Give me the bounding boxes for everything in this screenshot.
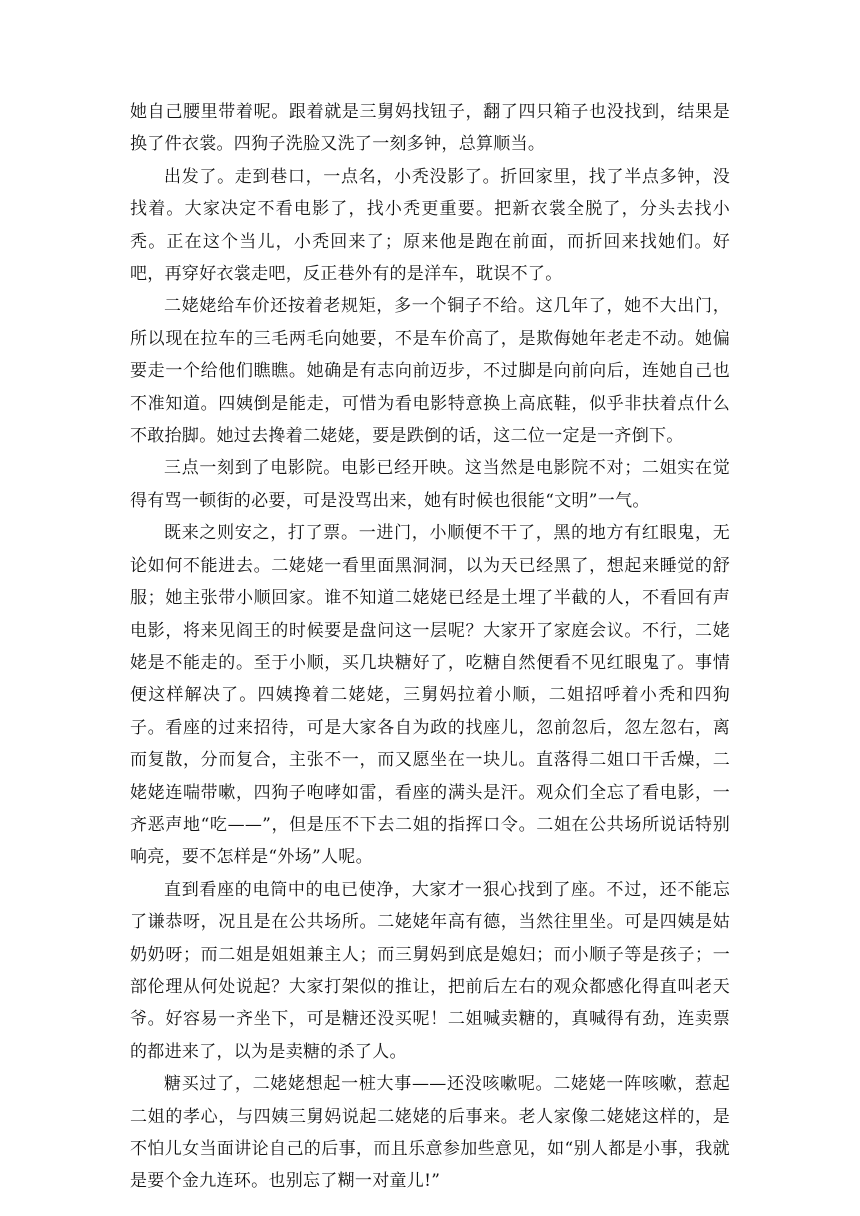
document-body (130, 96, 730, 1198)
paragraph-5: 既来之则安之，打了票。一进门，小顺便不干了，黑的地方有红眼鬼，无论如何不能进去。二姥姥一看里面黑洞洞，以为天已经黑了，想起来睡觉的舒服；她主张带小顺回家。谁不知道二姥姥已经是土埋了半截的人，不看回有声电影，将来见阎王的时候要是盘问这一层呢？大家开了家庭会议。不行，二姥姥是不能走的。至于小顺，买几块糖好了，吃糖自然便看不见红眼鬼了。事情便这样解决了。四姨搀着二姥姥，三舅妈拉着小顺，二姐招呼着小秃和四狗子。看座的过来招待，可是大家各自为政的找座儿，忽前忽后，忽左忽右，离而复散，分而复合，主张不一，而又愿坐在一块儿。直落得二姐口干舌燥，二姥姥连喘带嗽，四狗子咆哮如雷，看座的满头是汗。观众们全忘了看电影，一齐恶声地“吃——”，但是压不下去二姐的指挥口令。二姐在公共场所说话特别响亮，要不怎样是“外场”人呢。 (130, 523, 730, 868)
paragraph-4: 三点一刻到了电影院。电影已经开映。这当然是电影院不对；二姐实在觉得有骂一顿街的必要，可是没骂出来，她有时候也很能“文明”一气。 (130, 458, 730, 511)
paragraph-7: 糖买过了，二姥姥想起一桩大事——还没咳嗽呢。二姥姥一阵咳嗽，惹起二姐的孝心，与四姨三舅妈说起二姥姥的后事来。老人家像二姥姥这样的，是不怕儿女当面讲论自己的后事，而且乐意参加些意见，如“别人都是小事，我就是要个金九连环。也别忘了糊一对童儿!” (130, 1074, 730, 1192)
paragraph-2: 出发了。走到巷口，一点名，小秃没影了。折回家里，找了半点多钟，没找着。大家决定不看电影了，找小秃更重要。把新衣裳全脱了，分头去找小秃。正在这个当儿，小秃回来了；原来他是跑在前面，而折回来找她们。好吧，再穿好衣裳走吧，反正巷外有的是洋车，耽误不了。 (130, 166, 730, 285)
paragraph-3: 二姥姥给车价还按着老规矩，多一个铜子不给。这几年了，她不大出门，所以现在拉车的三毛两毛向她要，不是车价高了，是欺侮她年老走不动。她偏要走一个给他们瞧瞧。她确是有志向前迈步，不过脚是向前向后，连她自己也不准知道。四姨倒是能走，可惜为看电影特意换上高底鞋，似乎非扶着点什么不敢抬脚。她过去搀着二姥姥，要是跌倒的话，这二位一定是一齐倒下。 (130, 296, 730, 447)
paragraph-1: 她自己腰里带着呢。跟着就是三舅妈找钮子，翻了四只箱子也没找到，结果是换了件衣裳。四狗子洗脸又洗了一刻多钟，总算顺当。 (130, 102, 730, 155)
paragraph-6: 直到看座的电筒中的电已使净，大家才一狠心找到了座。不过，还不能忘了谦恭呀，况且是在公共场所。二姥姥年高有德，当然往里坐。可是四姨是姑奶奶呀；而二姐是姐姐兼主人；而三舅妈到底是媳妇；而小顺子等是孩子；一部伦理从何处说起？大家打架似的推让，把前后左右的观众都感化得直叫老天爷。好容易一齐坐下，可是糖还没买呢！二姐喊卖糖的，真喊得有劲，连卖票的都进来了，以为是卖糖的杀了人。 (130, 879, 730, 1062)
